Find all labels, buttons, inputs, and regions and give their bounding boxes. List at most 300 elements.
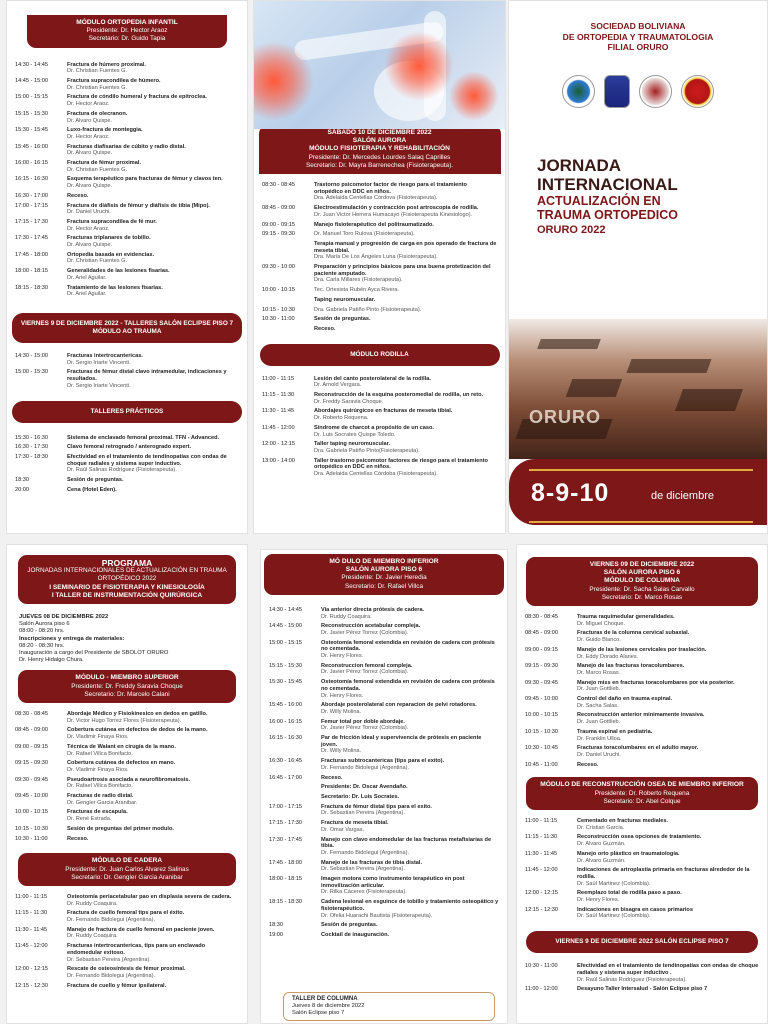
event-month: de diciembre [651,490,714,502]
session-info [314,441,497,454]
session-time: 17:30 - 17:45 [269,836,302,843]
schedule-row [7,369,247,389]
session-info [321,775,499,782]
session-time: 18:15 - 18:30 [269,899,302,906]
panel-programa [6,544,248,1024]
title-line-5: ORURO 2022 [537,223,606,236]
session-title: Efectividad en el tratamiento de tendinopatías con ondas de choque radiales y sistema super inductivo. [67,453,227,467]
session-time: 08:30 - 08:45 [262,182,295,189]
session-title: Fracturas subtrocantericas (tips para el exito). [321,758,445,765]
session-info [67,252,239,265]
session-info [577,680,759,693]
title-line-2: INTERNACIONAL [537,174,678,194]
session-time: 15:00 - 15:15 [15,94,48,101]
schedule-row [261,794,507,801]
session-speaker: Dr. Alvaro Guzmán. [577,841,626,848]
schedule-row [254,408,505,421]
session-title: Generalidades de las lesiones fisarias. [67,268,170,275]
module-header-fisioterapia [259,125,501,174]
session-time: 12:00 - 12:15 [262,441,295,448]
session-time: 09:30 - 09:45 [525,679,558,686]
hero-image-anatomy [254,1,505,129]
session-speaker: Dr. Sebastian Pereira (Argentina). [67,956,151,963]
schedule-row [261,820,507,833]
session-title: Imagen motora como instrumento terapéutico en post inmovilización articular. [321,876,465,889]
schedule-row [261,804,507,817]
card-title: TALLER DE COLUMNA [292,996,358,1002]
session-info [314,316,497,323]
schedule-row [517,986,767,993]
section-title: TALLERES PRÁCTICOS [90,407,164,415]
session-info [321,735,499,755]
module-title: MÓDULO DE COLUMNA [604,577,680,585]
session-time: 17:30 - 17:45 [15,235,48,242]
session-speaker: Dr. Ariel Aguilar. [67,274,107,281]
schedule-row [517,963,767,983]
session-speaker: Dr. Hector Araoz. [67,225,110,232]
session-title: Fractura de húmero proximal. [67,61,146,68]
session-speaker: Dra. Adelaida Centellas Córdoba (Fisioterapeuta). [314,471,438,478]
module-date: SÁBADO 10 DE DICIEMBRE 2022 [327,129,432,136]
session-speaker: Dr. Javier Pérez Torrez (Colombia). [321,669,409,676]
session-title: Par de fricción ideal y supervivencia de prótesis en paciente joven. [321,735,482,748]
session-title: Indicaciones en bisagra en casos primarios [577,906,693,913]
session-info [67,193,239,200]
session-time: 11:45 - 12:00 [525,867,558,874]
session-title: Osteotomía periacetabular pao en displasia severa de cadera. [67,893,232,900]
session-title: Trauma raquimedular generalidades. [577,614,675,621]
session-title: Esquema terapéutico para fracturas de fémur y clavos ten. [67,176,223,183]
session-time: 10:15 - 10:30 [15,825,48,832]
session-time: 16:15 - 16:30 [269,735,302,742]
schedule-row [254,264,505,284]
session-info [67,111,239,124]
schedule-row [7,203,247,216]
session-speaker: Dr. Victor Hugo Torrez Flores (Fisioterapeuta). [67,717,182,724]
session-speaker: Dr. Alvaro Quispe. [67,117,113,124]
session-title: Sistema de enclavado femoral proximal. TFN - Advanced. [67,434,220,441]
schedule-row [254,241,505,261]
session-speaker: Dr. Ruddy Coaquira. [67,900,118,907]
session-time: 09:15 - 09:30 [15,760,48,767]
schedule-row [517,762,767,769]
session-time: 18:15 - 18:30 [15,284,48,291]
session-info [314,205,497,218]
session-title: Sesión de preguntas. [321,922,378,929]
session-speaker: Dr. Christian Fuentes G. [67,258,127,265]
schedule-list [7,353,247,393]
session-time: 15:00 - 15:15 [269,639,302,646]
schedule-row [254,425,505,438]
session-time: 09:30 - 09:45 [15,776,48,783]
session-speaker: Dr. Arnold Vergara. [314,382,362,389]
session-title: Sesión de preguntas. [67,477,124,484]
session-info [577,663,759,676]
schedule-row [261,876,507,896]
session-info [577,963,759,983]
module-header-ortopedia-infantil [27,15,227,48]
session-time: 15:15 - 15:30 [15,110,48,117]
schedule-row [517,680,767,693]
session-time: 10:45 - 11:00 [525,761,558,768]
schedule-row [7,477,247,484]
session-title: Presidente: Dr. Oscar Avendaño. [321,784,408,791]
schedule-list [7,435,247,497]
schedule-row [517,614,767,627]
session-speaker: Dr. Fernando Bidolegui (Argentina). [67,917,155,924]
session-title: Fracturas intertrocantericas. [67,353,143,359]
schedule-row [7,235,247,248]
session-info [577,745,759,758]
session-time: 15:45 - 16:00 [269,702,302,709]
session-info [321,663,499,676]
module-title: MÓDULO FISIOTERAPIA Y REHABILITACIÓN [309,145,450,153]
session-time: 09:15 - 09:30 [525,663,558,670]
schedule-row [7,454,247,474]
session-speaker: Dr. Gengler Garcia Aranibar. [67,799,138,806]
oruro-sign: ORURO [529,407,601,427]
session-info [577,851,759,864]
schedule-row [254,376,505,389]
session-info [577,614,759,627]
session-time: 11:15 - 11:30 [262,392,295,399]
session-info [67,836,239,843]
session-time: 10:30 - 11:00 [262,316,295,323]
session-title: Cocktail de inauguración. [321,931,390,938]
session-speaker: Dr. Eddy Dorado Alanes. [577,653,639,660]
session-title: Indicaciones de artroplastía primaria en fracturas alrededor de la rodilla. [577,867,750,880]
section-header-ao-trauma [12,313,242,343]
session-speaker: Dr. Sergio Iriarte Vincenti. [67,359,131,366]
session-info [67,62,239,75]
schedule-row [261,640,507,660]
session-info [67,435,239,442]
session-info [321,837,499,857]
session-time: 17:30 - 18:30 [15,453,48,460]
logo-row [509,75,767,108]
session-info [577,890,759,903]
session-title: Fractura supracondilea de húmero. [67,78,161,85]
session-info [314,182,497,202]
session-time: 11:15 - 11:30 [15,910,48,917]
session-time: 11:30 - 11:45 [15,926,48,933]
schedule-row [517,663,767,676]
session-speaker: Dr. Hector Araoz. [67,101,110,108]
schedule-row [7,353,247,366]
schedule-row [261,932,507,939]
section-header-rodilla [260,344,500,366]
session-speaker: Dr. Henry Flores. [321,653,364,660]
schedule-row [254,231,505,238]
session-title: Fracturas de escapula. [67,809,128,816]
session-title: Fracturas de radio distal. [67,793,134,800]
session-time: 10:00 - 10:15 [262,287,295,294]
session-time: 17:45 - 18:00 [269,859,302,866]
session-time: 15:30 - 16:30 [15,434,48,441]
module-date: VIERNES 09 DE DICIEMBRE 2022 [589,561,695,568]
shield-logo [604,75,630,108]
schedule-row [254,441,505,454]
session-speaker: Dr. Ofelia Huarachi Bautista (Fisioterapeuta). [321,912,433,919]
session-info [314,376,497,389]
section-title: MÓDULO RODILLA [350,350,409,358]
module-secretary: Secretario: Dr. Gengler Garcia Aranibar [71,873,183,881]
sbolot-logo [681,75,714,108]
session-info [67,711,239,724]
session-speaker: Dr. Sebastian Pereira (Argentina). [321,866,405,873]
session-info [67,444,239,451]
module-header-reconstruccion [526,777,758,810]
title-line-4: TRAUMA ORTOPEDICO [537,207,678,222]
session-title: Efectividad en el tratamiento de tendinopatías con ondas de choque radiales y sistema super inductivo . [577,963,759,976]
session-time: 12:00 - 12:15 [525,890,558,897]
session-info [67,826,239,833]
session-title: Trauma espinal en pediatria. [577,728,653,735]
session-time: 14:30 - 14:45 [15,61,48,68]
schedule-row [254,392,505,405]
session-speaker: Dr. Guido Blanco. [577,637,621,644]
session-speaker: Dr. Javier Pérez Torrez (Colombia). [321,629,409,636]
schedule-row [7,111,247,124]
session-time: 09:45 - 10:00 [525,696,558,703]
session-info [67,943,239,963]
session-speaker: Dr. Willy Molina. [321,708,362,715]
session-speaker: Dr. Omar Vargas. [321,826,365,833]
info-line: JUEVES 08 DE DICIEMBRE 2022 [19,614,109,621]
schedule-list [261,607,507,942]
session-info [577,647,759,660]
module-president: Presidente: Dr. Freddy Saravia Choque [71,682,183,690]
session-time: 15:30 - 15:45 [15,127,48,134]
session-title: Fractura de fémur proximal. [67,160,141,167]
session-info [321,758,499,771]
session-time: 11:00 - 11:15 [525,817,558,824]
session-time: 13:00 - 14:00 [262,457,295,464]
session-title: Desayuno Taller Intersalud - Salón Eclipse piso 7 [577,986,708,993]
session-time: 09:00 - 09:15 [262,221,295,228]
session-title: Reconstrucción de la esquina posteromedial de rodilla, un reto. [314,392,484,399]
session-title: Reconstrucción anterior minimamente invasiva. [577,712,705,719]
session-speaker: Dr. Christian Fuentes G. [67,68,127,75]
schedule-row [7,727,247,740]
schedule-row [7,744,247,757]
schedule-row [517,647,767,660]
session-time: 15:15 - 15:30 [269,662,302,669]
session-info [67,285,239,298]
session-title: Manejo orto plástico en traumatología. [577,850,680,857]
session-info [67,966,239,979]
session-title: Fracturas de fémur distal clavo intramedular, indicaciones y resultados. [67,369,227,383]
session-speaker: Dr. Alvaro Quispe. [67,150,113,157]
info-line: Inscripciones y entrega de materiales: [19,635,125,642]
session-title: Receso. [67,835,89,842]
session-time: 10:30 - 11:00 [525,963,558,970]
schedule-row [7,826,247,833]
session-speaker: Dra. Adelaida Centellas Córdova (Fisioterapeuta). [314,195,438,202]
schedule-row [254,316,505,323]
module-president: Presidente: Dr. Juan Carlos Alvarez Salinas [65,865,189,873]
session-info [577,867,759,887]
session-speaker: Dr. Javier Pérez Torrez (Colombia). [321,725,409,732]
session-title: Técnica de Walant en cirugía de la mano. [67,743,176,750]
session-speaker: Dr. Freddy Saravia Choque. [314,398,384,405]
schedule-row [254,307,505,314]
schedule-row [261,860,507,873]
session-speaker: Dr. Vladimir Finaya Rios. [67,766,129,773]
program-line: I SEMINARIO DE FISIOTERAPIA Y KINESIOLOGÍA [49,583,205,591]
session-speaker: Dr. Fernando Bidolegui (Argentina). [321,849,409,856]
section-header-eclipse [526,931,758,953]
session-info [321,860,499,873]
session-time [262,297,314,304]
session-info [321,702,499,715]
session-time: 14:30 - 15:00 [15,353,48,359]
session-title: Pseudoartrosis asociada a neurofibromatosis. [67,776,191,783]
schedule-row [7,252,247,265]
module-room: SALÓN AURORA PISO 6 [345,566,423,574]
session-title: Osteotomía femoral extendida en revisión de cadera con prótesis no cementada. [321,639,495,653]
session-time: 08:45 - 09:00 [525,630,558,637]
session-speaker: Dr. Cristian Garcia. [577,824,625,831]
session-time [269,794,321,801]
session-info [314,458,497,478]
session-title: Sesión de preguntas. [314,316,371,323]
module-header-miembro-superior [18,670,236,703]
module-room: SALÓN AURORA PISO 6 [603,569,681,577]
session-time: 16:30 - 16:45 [269,758,302,765]
schedule-row [254,287,505,294]
session-time: 16:00 - 16:15 [269,718,302,725]
session-info [314,241,497,261]
session-title: Tratamiento de las lesiones fisarias. [67,284,163,291]
session-time: 15:30 - 15:45 [269,679,302,686]
session-info [577,834,759,847]
session-speaker: Dr. Marco Rosas. [577,669,621,676]
section-title: VIERNES 9 DE DICIEMBRE 2022 - TALLERES SALÓN ECLIPSE PISO 7 [20,320,234,327]
session-time: 11:00 - 11:15 [15,893,48,900]
section-subtitle: MÓDULO AO TRAUMA [92,328,162,335]
module-room: SALÓN AURORA [352,137,407,145]
card-line: Salón Eclipse piso 7 [292,1010,345,1016]
schedule-row [7,144,247,157]
session-speaker: Dr. Fernando Bidolegui (Argentina). [67,972,155,979]
session-info [67,727,239,740]
session-time: 18:00 - 18:15 [15,268,48,275]
session-speaker: Dr. Sebastian Pereira (Argentina). [321,810,405,817]
schedule-row [7,435,247,442]
schedule-row [517,834,767,847]
session-info [314,392,497,405]
session-time: 11:15 - 11:30 [525,834,558,841]
session-info [67,144,239,157]
session-time: 18:30 [15,477,29,484]
schedule-list [254,182,505,336]
session-title: Receso. [577,761,599,768]
program-line: I TALLER DE INSTRUMENTACIÓN QUIRÚRGICA [51,591,203,599]
session-time: 10:15 - 10:30 [262,306,295,313]
schedule-list [517,614,767,771]
session-title: Taller trastorno psicomotor factores de riesgo para el tratamiento ortopédico en DDC en niños. [314,457,488,471]
session-info [314,425,497,438]
session-time: 11:30 - 11:45 [525,850,558,857]
schedule-row [7,793,247,806]
session-info [67,454,239,474]
session-title: Fractura de fémur distal tips para el exito. [321,803,432,810]
society-name-2: DE ORTOPEDIA Y TRAUMATOLOGIA [562,31,714,42]
session-title: Reemplazo total de rodilla paso a paso. [577,890,682,897]
session-time: 16:45 - 17:00 [269,774,302,781]
session-info [67,353,239,366]
cover-illustration [509,319,768,459]
session-title: Receso. [67,192,89,199]
schedule-row [254,326,505,333]
module-president: Presidente: Dr. Mercedes Lourdes Salaq Caprilles [308,153,451,161]
session-speaker: Dr. Ruddy Coaquira. [67,933,118,940]
session-title: Fractura de diáfisis de fémur y diáfisis de tibia (Mipo). [67,202,210,209]
schedule-row [7,176,247,189]
session-info [577,712,759,725]
info-line: 08:00 - 08:20 hrs. [19,628,65,635]
session-title: Terapia manual y progresión de carga en pos operado de fractura de meseta tibial. [314,240,497,254]
schedule-row [7,910,247,923]
session-speaker: Dr. Raúl Salinas Rodríguez (Fisioterapeuta). [577,976,687,983]
session-time: 14:30 - 14:45 [269,606,302,613]
session-info [321,922,499,929]
session-speaker: Dr. Rilka Cáceres (Fisioterapeuta). [321,889,407,896]
session-info [577,907,759,920]
session-title: Reconstrucción acetabular compleja. [321,623,421,630]
session-speaker: Dr. Rafael Villca Bonifacio. [67,783,133,790]
session-speaker: Dr. Saúl Martinez (Colombia). [577,913,651,920]
session-time: 11:00 - 12:00 [525,986,558,993]
session-info [67,983,239,990]
session-info [321,899,499,919]
module-secretary: Secretario: Dr. Abel Colque [603,797,681,805]
session-time: 17:00 - 17:15 [269,803,302,810]
session-title: Manejo miss en fracturas toracolumbares por via posterior. [577,679,735,686]
session-info [321,607,499,620]
session-info [67,369,239,389]
session-time: 09:00 - 09:15 [525,646,558,653]
session-info [314,231,497,238]
session-title: Control del daño en trauma espinal. [577,696,673,703]
session-info [67,477,239,484]
session-speaker: Dr. Vladimir Finaya Rios. [67,734,129,741]
session-info [67,235,239,248]
session-time: 08:30 - 08:45 [15,711,48,718]
session-title: Manejo de las fracturas toracolumbares. [577,663,685,670]
session-info [67,203,239,216]
session-time: 10:00 - 10:15 [525,712,558,719]
session-info [577,986,759,993]
schedule-row [7,927,247,940]
session-speaker: Dr. Daniel Uruchi. [67,209,111,216]
module-president: Presidente: Dr. Roberto Requena [594,789,690,797]
program-info [7,614,247,664]
session-time: 18:00 - 18:15 [269,876,302,883]
schedule-row [7,760,247,773]
schedule-row [7,894,247,907]
schedule-row [517,818,767,831]
panel-fisioterapia [253,0,506,534]
module-secretary: Secretario: Dr. Marcelo Calani [84,690,170,698]
session-time: 17:00 - 17:15 [15,202,48,209]
session-speaker: Dr. Miguel Choque. [577,620,625,627]
program-header [18,555,236,604]
session-title: Trastorno psicomotor factor de riesgo para el tratamiento ortopédico en DDC en niños. [314,182,467,195]
module-secretary: Secretario: Dr. Mayra Barrenechea (Fisioterapeuta). [305,161,454,169]
session-info [67,910,239,923]
